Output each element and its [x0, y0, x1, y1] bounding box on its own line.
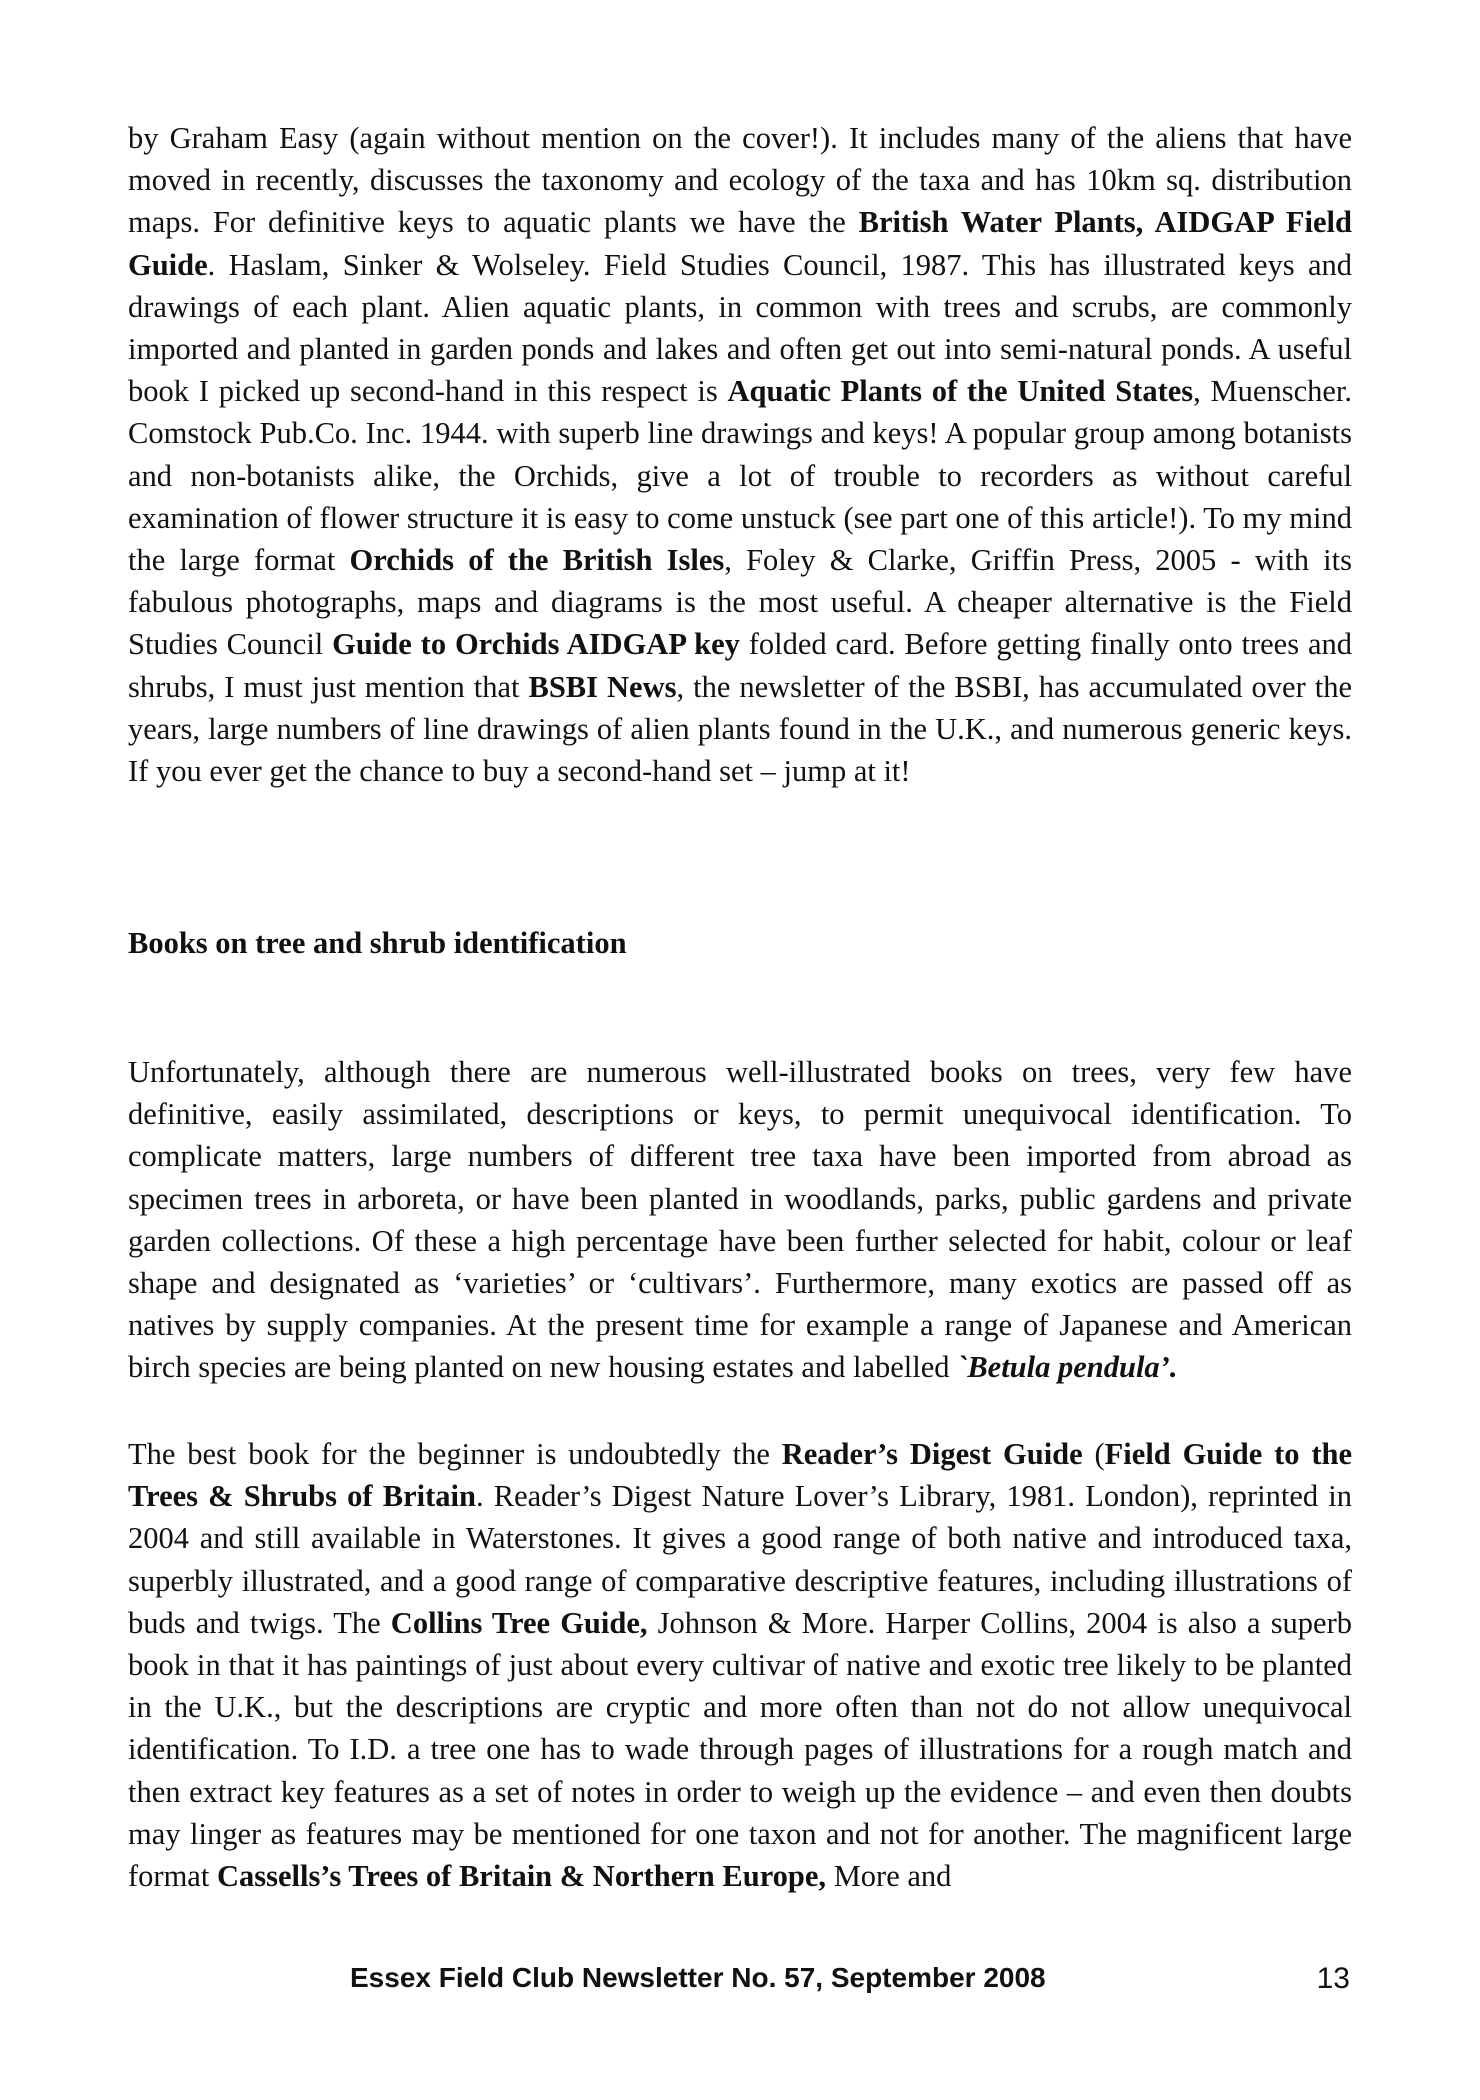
text-run: . Haslam, Sinker & Wolseley. Field Studies Council, 1987. This has illustrated keys and drawings of each plant. Alien aquatic plants, in common with trees and scrubs, are commonly imported and planted in garden ponds and lakes and often get out into semi-natural ponds. A useful book I picked up second-hand in this respect is — [128, 247, 1352, 409]
paragraph-3 — [128, 1433, 1352, 1897]
paragraph-1 — [128, 117, 1352, 792]
text-run: ( — [1082, 1437, 1105, 1471]
bold-text-run: Cassells’s Trees of Britain & Northern Europe, — [216, 1859, 827, 1894]
paragraph-2 — [128, 1051, 1352, 1389]
text-run: Johnson & More. Harper Collins, 2004 is also a superb book in that it has paintings of just about every cultivar of native and exotic tree likely to be planted in the U.K., but the descriptions are cryptic and more often than not do not allow unequivocal identification. To I.D. a tree one has to wade through pages of illustrations for a rough match and then extract key features as a set of notes in order to weigh up the evidence – and even then doubts may linger as features may be mentioned for one taxon and not for another. The magnificent large format — [128, 1605, 1353, 1894]
page-footer — [0, 1960, 1480, 2010]
bold-text-run: `Betula pendula’. — [957, 1350, 1178, 1385]
text-run: folded card. Before getting finally onto trees and shrubs, I must just mention that — [128, 627, 1352, 704]
text-run: The best book for the beginner is undoubtedly the — [128, 1437, 782, 1471]
text-run: . Reader’s Digest Nature Lover’s Library, 1981. London), reprinted in 2004 and still available in Waterstones. It gives a good range of both native and introduced taxa, superbly illustrated, and a good range of comparative descriptive features, including illustrations of buds and twigs. The — [128, 1479, 1352, 1640]
bold-text-run: Orchids of the British Isles — [349, 543, 725, 578]
bold-text-run: British Water Plants, AIDGAP Field Guide — [128, 205, 1352, 282]
footer-title: Essex Field Club Newsletter No. 57, September 2008 — [350, 1962, 1046, 1993]
text-run: , Muenscher. Comstock Pub.Co. Inc. 1944. with superb line drawings and keys! A popular group among botanists and non-botanists alike, the Orchids, give a lot of trouble to recorders as without careful examination of flower structure it is easy to come unstuck (see part one of this article!). To my mind the large format — [128, 374, 1352, 578]
bold-text-run: BSBI News — [528, 669, 677, 704]
bold-text-run: Collins Tree Guide, — [390, 1605, 648, 1640]
text-run: , Foley & Clarke, Griffin Press, 2005 - with its fabulous photographs, maps and diagrams is the most useful. A cheaper alternative is the Field Studies Council — [128, 543, 1352, 662]
bold-text-run: Field Guide to the Trees & Shrubs of Britain — [128, 1437, 1352, 1514]
section-heading: Books on tree and shrub identification — [128, 926, 627, 960]
text-run: Unfortunately, although there are numerous well-illustrated books on trees, very few have definitive, easily assimilated, descriptions or keys, to permit unequivocal identification. To complicate matters, large numbers of different tree taxa have been imported from abroad as specimen trees in arboreta, or have been planted in woodlands, parks, public gardens and private garden collections. Of these a high percentage have been further selected for habit, colour or leaf shape and designated as ‘varieties’ or ‘cultivars’. Furthermore, many exotics are passed off as natives by supply companies. At the present time for example a range of Japanese and American birch species are being planted on new housing estates and labelled — [128, 1055, 1352, 1385]
page-number: 13 — [1316, 1962, 1350, 1995]
text-run: More and — [826, 1859, 952, 1894]
bold-text-run: Guide to Orchids AIDGAP key — [332, 627, 740, 662]
bold-text-run: Aquatic Plants of the United States — [727, 374, 1194, 409]
text-run: , the newsletter of the BSBI, has accumulated over the years, large numbers of line drawings of alien plants found in the U.K., and numerous generic keys. If you ever get the chance to buy a second-hand set – jump at it! — [128, 669, 1352, 789]
text-run: by Graham Easy (again without mention on the cover!). It includes many of the aliens that have moved in recently, discusses the taxonomy and ecology of the taxa and has 10km sq. distribution maps. For definitive keys to aquatic plants we have the — [128, 121, 1352, 240]
bold-text-run: Reader’s Digest Guide — [781, 1437, 1083, 1471]
